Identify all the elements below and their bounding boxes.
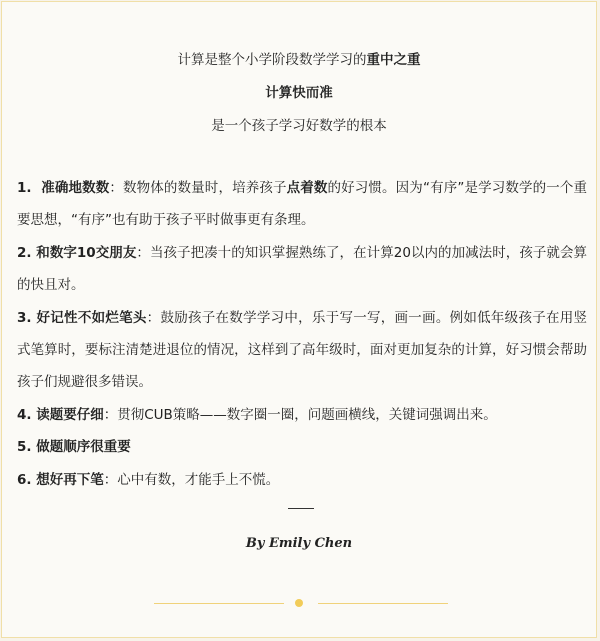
ornament-line-right — [318, 603, 448, 604]
intro-line-1 — [2, 48, 596, 68]
tip-1-text-rest: 的好习惯。因为“有序”是学习数学的一个重要思想，“有序”也有助于孩子平时做事更有条理。 — [17, 180, 588, 229]
tip-item-6 — [17, 464, 587, 496]
intro-line-1-emphasis: 重中之重 — [366, 52, 421, 68]
tip-1-text: 数物体的数量时，培养孩子 — [123, 180, 287, 196]
tip-2-title: 和数字10交朋友 — [36, 244, 137, 261]
tip-1-emphasis: 点着数 — [286, 180, 328, 196]
tip-3-text: 鼓励孩子在数学学习中，乐于写一写，画一画。例如低年级孩子在用竖式笔算时，要标注清楚进退位的情况，这样到了高年级时，面对更加复杂的计算，好习惯会帮助孩子们规避很多错误。 — [17, 309, 588, 391]
tip-6-number: 6. — [17, 471, 32, 488]
footer-ornament — [2, 598, 596, 610]
ornament-line-left — [154, 603, 284, 604]
tip-4-title: 读题要仔细 — [36, 406, 104, 423]
tip-1-title: 准确地数数 — [41, 180, 110, 196]
tip-item-5 — [17, 431, 587, 463]
tip-2-separator: ： — [136, 244, 150, 261]
tip-6-title: 想好再下笔 — [36, 471, 104, 488]
tip-item-2 — [17, 237, 587, 302]
intro-line-3: 是一个孩子学习好数学的根本 — [211, 118, 387, 134]
tip-6-text: 心中有数，才能手上不慌。 — [117, 471, 280, 488]
tip-2-text: 当孩子把凑十的知识掌握熟练了，在计算20以内的加减法时，孩子就会算的快且对。 — [17, 244, 587, 294]
tip-4-heading — [17, 407, 104, 423]
tip-3-title: 好记性不如烂笔头 — [36, 309, 147, 326]
tip-3-heading — [17, 310, 147, 326]
tip-2-heading — [17, 245, 136, 261]
tip-1-separator: ： — [109, 180, 124, 196]
intro-line-2: 计算快而准 — [265, 85, 333, 101]
tip-5-title: 做题顺序很重要 — [36, 439, 131, 456]
tip-item-4 — [17, 399, 587, 431]
tip-4-separator: ： — [103, 406, 118, 423]
tip-3-separator: ： — [146, 309, 161, 326]
ornament-dot-icon — [295, 599, 303, 607]
tip-4-number: 4. — [17, 406, 32, 423]
tip-1-number: 1. — [17, 180, 32, 196]
intro-line-1-text: 计算是整个小学阶段数学学习的 — [177, 52, 367, 68]
tip-item-1 — [17, 172, 587, 237]
tip-5-heading — [17, 439, 131, 455]
tip-4-text: 贯彻CUB策略——数字圈一圈，问题画横线，关键词强调出来。 — [117, 406, 497, 423]
tip-6-separator: ： — [103, 471, 118, 488]
divider-rule — [288, 508, 314, 509]
tip-2-number: 2. — [17, 244, 32, 261]
author-signature: By Emily Chen — [245, 536, 353, 551]
tip-1-heading — [17, 180, 109, 196]
tip-3-number: 3. — [17, 309, 32, 326]
article-card — [1, 1, 597, 638]
tip-item-3 — [17, 302, 587, 399]
tip-5-number: 5. — [17, 439, 32, 456]
tips-list — [17, 172, 587, 496]
tip-6-heading — [17, 472, 104, 488]
